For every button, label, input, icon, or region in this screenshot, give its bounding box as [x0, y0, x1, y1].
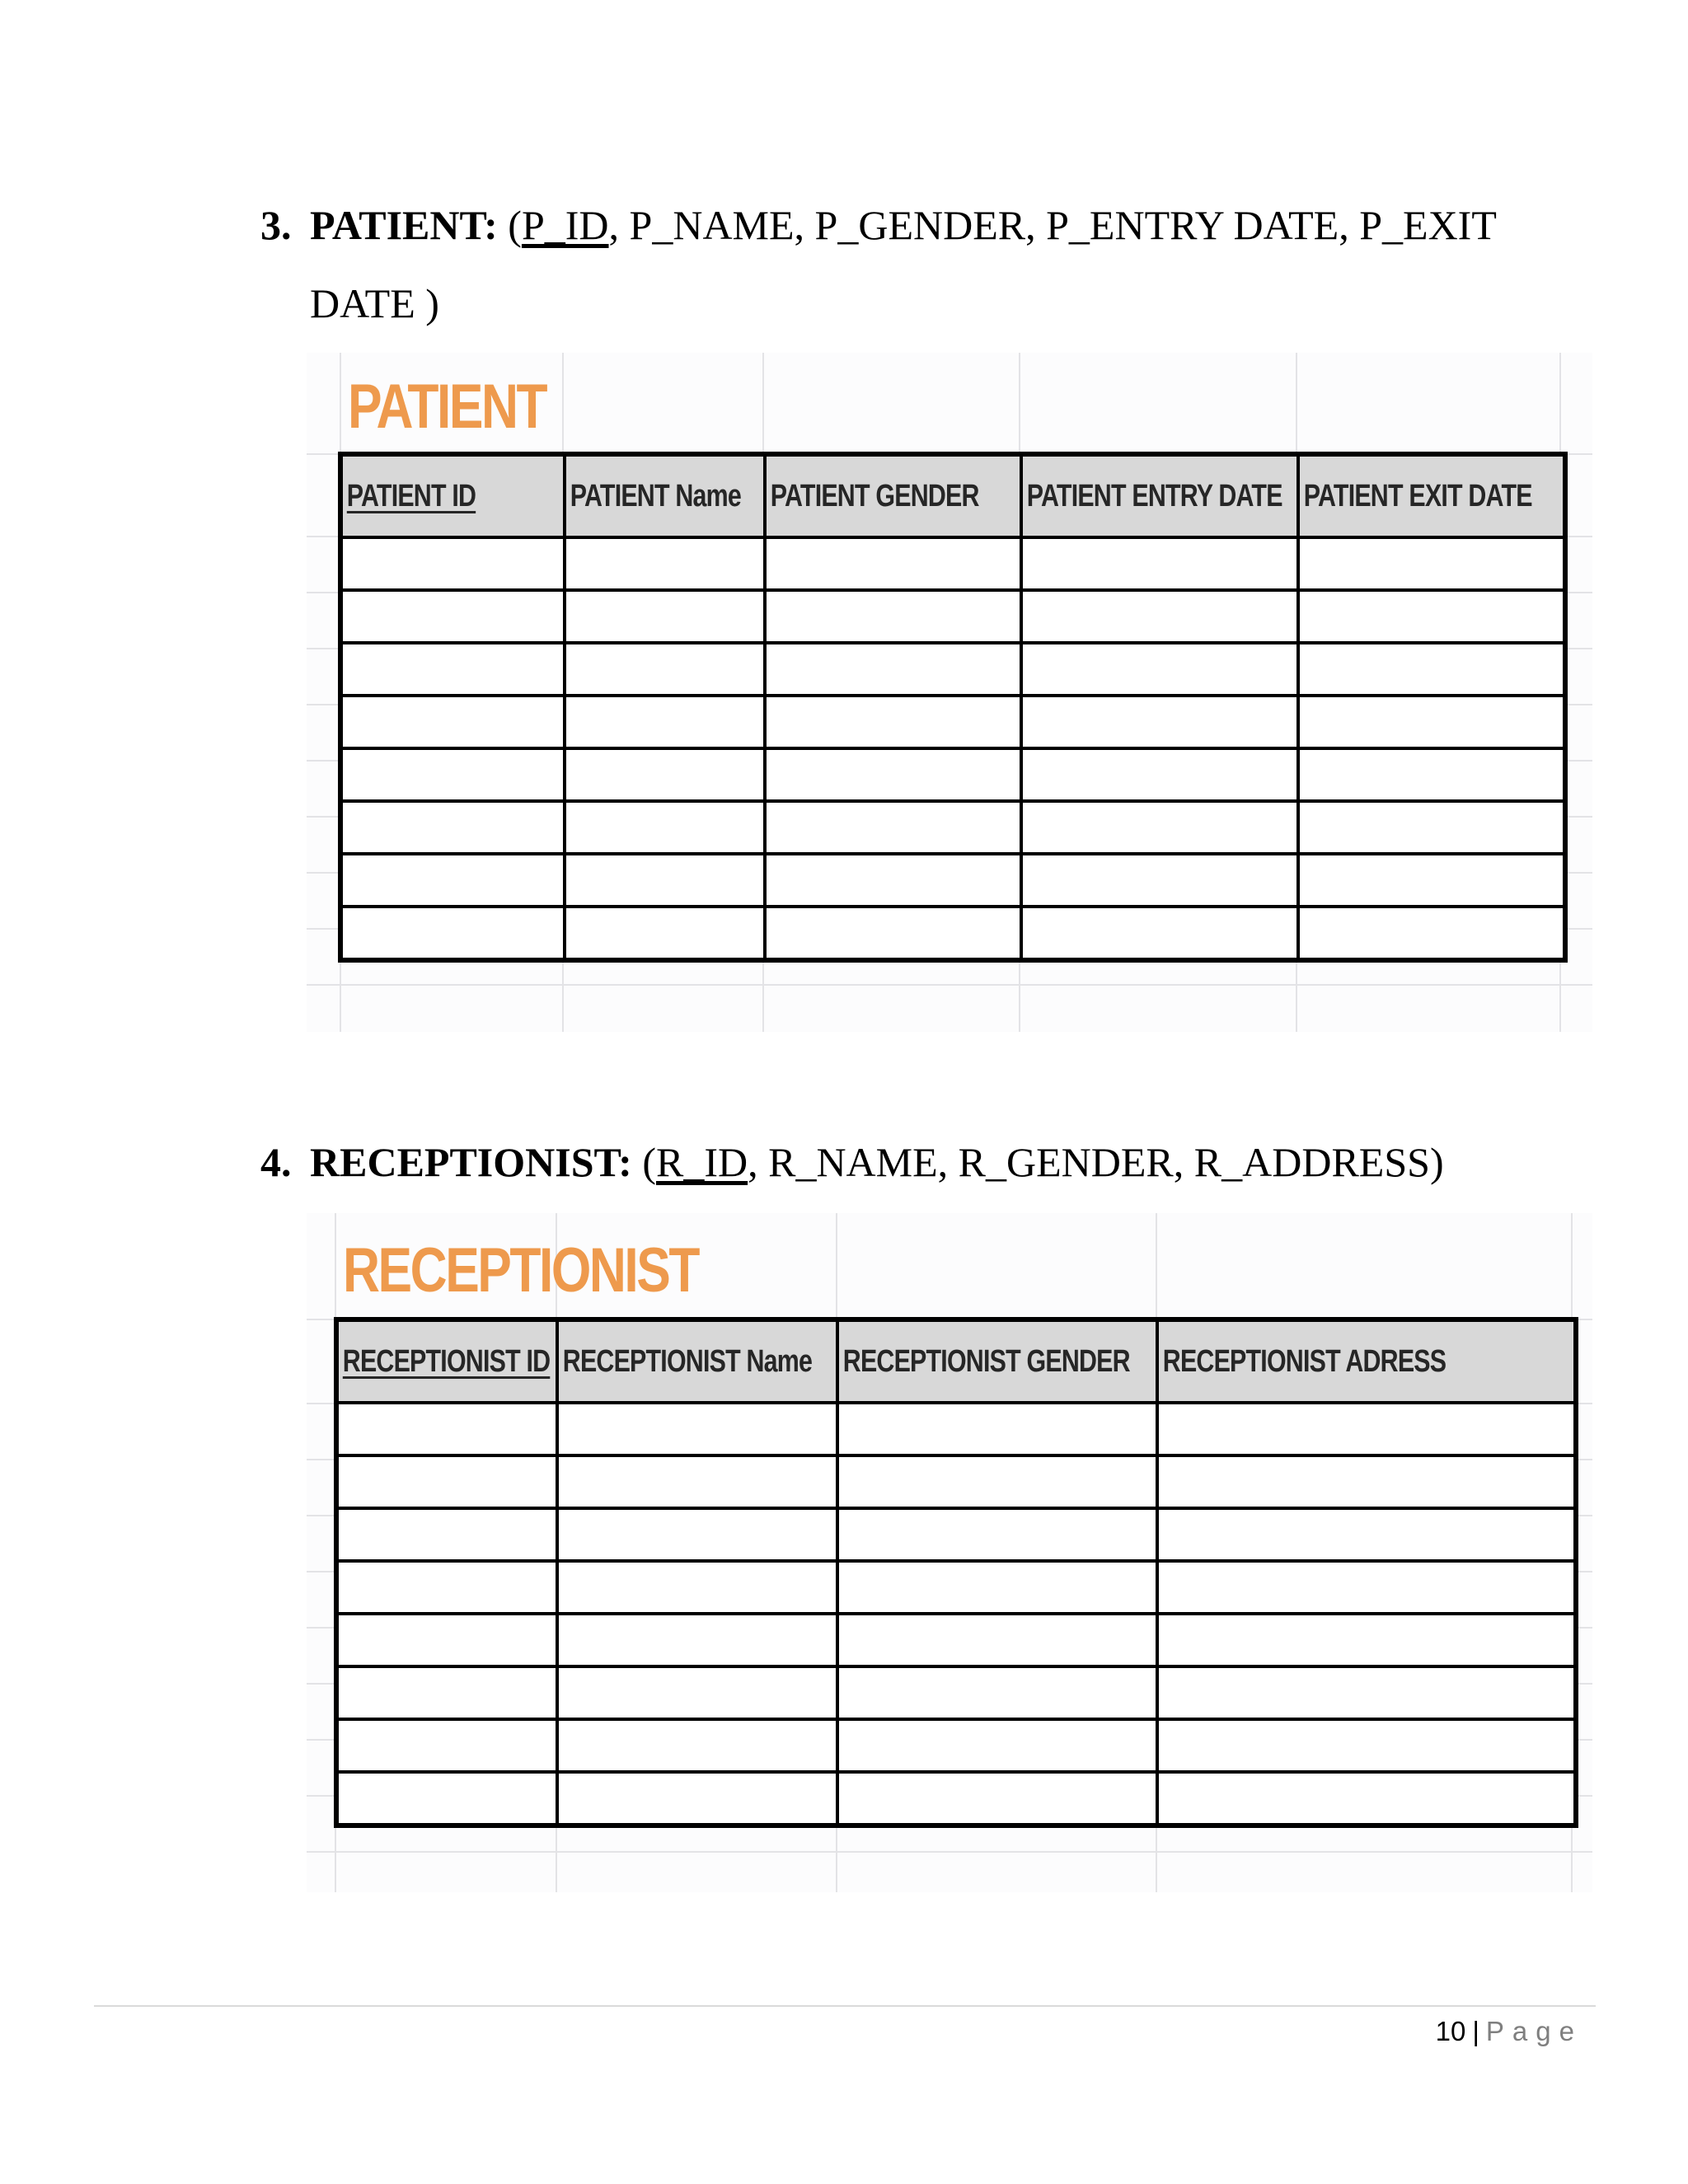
table-cell: [340, 801, 565, 854]
table-row: [336, 1403, 1576, 1455]
table-cell: [1021, 801, 1298, 854]
table-row: [336, 1666, 1576, 1719]
table-cell: [1021, 590, 1298, 643]
table-cell: [340, 537, 565, 590]
table-cell: [837, 1561, 1157, 1614]
table-cell: [557, 1403, 837, 1455]
table-row: [336, 1455, 1576, 1508]
table-cell: [1298, 590, 1565, 643]
table-cell: [557, 1719, 837, 1772]
table-header-row: [340, 454, 1565, 537]
primary-key-attr: R_ID: [655, 1139, 748, 1185]
table-row: [340, 907, 1565, 960]
table-cell: [1157, 1614, 1576, 1666]
table-cell: [1157, 1508, 1576, 1561]
table-cell: [765, 590, 1021, 643]
patient-table: [338, 452, 1568, 963]
table-row: [340, 590, 1565, 643]
section-heading-patient: [260, 186, 1513, 343]
table-cell: [765, 801, 1021, 854]
sheet-title: RECEPTIONIST: [343, 1235, 699, 1305]
table-cell: [336, 1455, 557, 1508]
patient-table-body: [340, 537, 1565, 960]
open-paren: (: [508, 202, 522, 248]
table-row: [336, 1561, 1576, 1614]
section-heading-receptionist: [260, 1123, 1513, 1202]
table-cell: [565, 537, 765, 590]
receptionist-table: [334, 1317, 1578, 1828]
table-cell: [557, 1772, 837, 1825]
table-cell: [1157, 1666, 1576, 1719]
table-cell: [340, 907, 565, 960]
table-header-row: [336, 1319, 1576, 1403]
column-header-patient-id: PATIENT ID: [340, 454, 565, 537]
attribute-list-continued: DATE ): [310, 280, 439, 326]
table-cell: [1298, 537, 1565, 590]
table-cell: [1021, 748, 1298, 801]
table-row: [340, 643, 1565, 696]
table-cell: [837, 1614, 1157, 1666]
column-header-receptionist-name: RECEPTIONIST Name: [557, 1319, 837, 1403]
table-cell: [557, 1455, 837, 1508]
primary-key-attr: P_ID: [521, 202, 609, 248]
table-cell: [837, 1403, 1157, 1455]
table-cell: [1021, 854, 1298, 907]
page-label: Page: [1485, 2016, 1582, 2046]
table-cell: [336, 1666, 557, 1719]
column-header-patient-entry-date: PATIENT ENTRY DATE: [1021, 454, 1298, 537]
table-row: [340, 537, 1565, 590]
spreadsheet-snapshot-patient: [307, 353, 1592, 1032]
table-row: [336, 1719, 1576, 1772]
table-cell: [765, 907, 1021, 960]
table-row: [340, 748, 1565, 801]
table-cell: [1298, 801, 1565, 854]
table-cell: [565, 801, 765, 854]
table-cell: [336, 1403, 557, 1455]
page-number: 10: [1435, 2016, 1466, 2046]
table-cell: [565, 590, 765, 643]
column-header-receptionist-address: RECEPTIONIST ADRESS: [1157, 1319, 1576, 1403]
table-cell: [336, 1508, 557, 1561]
section-number: 3.: [260, 202, 292, 248]
column-header-patient-gender: PATIENT GENDER: [765, 454, 1021, 537]
table-row: [336, 1772, 1576, 1825]
table-cell: [557, 1508, 837, 1561]
table-row: [340, 696, 1565, 748]
table-cell: [565, 643, 765, 696]
table-row: [336, 1614, 1576, 1666]
table-cell: [1298, 696, 1565, 748]
table-cell: [1021, 643, 1298, 696]
table-row: [340, 854, 1565, 907]
footer-separator: |: [1472, 2016, 1479, 2046]
attribute-list: , P_NAME, P_GENDER, P_ENTRY DATE, P_EXIT: [608, 202, 1497, 248]
table-cell: [340, 748, 565, 801]
receptionist-table-body: [336, 1403, 1576, 1825]
table-cell: [1157, 1455, 1576, 1508]
table-cell: [565, 854, 765, 907]
sheet-title: PATIENT: [348, 372, 546, 442]
table-cell: [565, 748, 765, 801]
open-paren: (: [642, 1139, 656, 1185]
table-cell: [1298, 748, 1565, 801]
table-cell: [765, 537, 1021, 590]
table-cell: [340, 854, 565, 907]
table-cell: [837, 1508, 1157, 1561]
table-cell: [557, 1666, 837, 1719]
table-cell: [837, 1666, 1157, 1719]
column-header-receptionist-gender: RECEPTIONIST GENDER: [837, 1319, 1157, 1403]
table-cell: [1157, 1772, 1576, 1825]
table-cell: [765, 696, 1021, 748]
table-cell: [1021, 537, 1298, 590]
column-header-patient-exit-date: PATIENT EXIT DATE: [1298, 454, 1565, 537]
table-cell: [565, 907, 765, 960]
table-cell: [340, 643, 565, 696]
table-cell: [837, 1455, 1157, 1508]
table-cell: [336, 1772, 557, 1825]
footer-divider: [94, 2005, 1596, 2007]
table-cell: [557, 1561, 837, 1614]
column-header-receptionist-id: RECEPTIONIST ID: [336, 1319, 557, 1403]
spreadsheet-snapshot-receptionist: [307, 1213, 1592, 1892]
table-cell: [1021, 696, 1298, 748]
table-cell: [336, 1561, 557, 1614]
table-cell: [1157, 1719, 1576, 1772]
section-number: 4.: [260, 1139, 292, 1185]
table-cell: [1298, 643, 1565, 696]
page-footer: [1436, 2008, 1582, 2055]
table-cell: [336, 1614, 557, 1666]
table-cell: [837, 1772, 1157, 1825]
table-cell: [557, 1614, 837, 1666]
column-header-patient-name: PATIENT Name: [565, 454, 765, 537]
table-cell: [565, 696, 765, 748]
attribute-list: , R_NAME, R_GENDER, R_ADDRESS): [748, 1139, 1444, 1185]
table-row: [340, 801, 1565, 854]
table-cell: [765, 748, 1021, 801]
table-cell: [1298, 907, 1565, 960]
table-cell: [765, 854, 1021, 907]
table-cell: [340, 696, 565, 748]
table-cell: [1157, 1561, 1576, 1614]
table-cell: [1298, 854, 1565, 907]
table-row: [336, 1508, 1576, 1561]
table-cell: [340, 590, 565, 643]
table-cell: [1157, 1403, 1576, 1455]
table-cell: [336, 1719, 557, 1772]
entity-name: RECEPTIONIST:: [310, 1139, 632, 1185]
table-cell: [765, 643, 1021, 696]
table-cell: [1021, 907, 1298, 960]
entity-name: PATIENT:: [310, 202, 498, 248]
table-cell: [837, 1719, 1157, 1772]
